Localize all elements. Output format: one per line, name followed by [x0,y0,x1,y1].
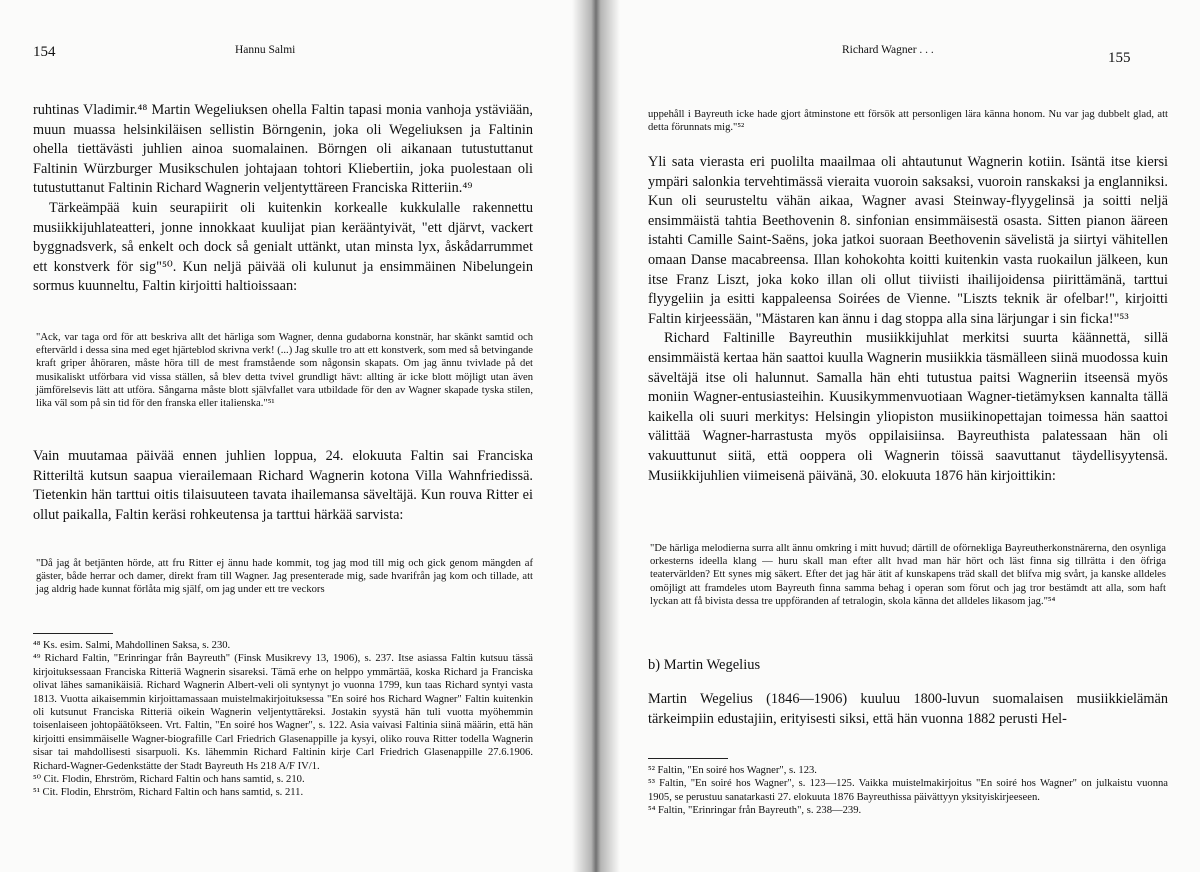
paragraph: Martin Wegelius (1846—1906) kuuluu 1800-luvun suomalaisen musiikkielämän tärkeimpiin edustajiin, erityisesti siksi, että hän vuonna 1882 perusti Hel- [648,691,1168,727]
footnote: ⁵⁴ Faltin, "Erinringar från Bayreuth", s. 238—239. [648,805,862,817]
left-body [33,101,533,297]
paragraph: Tärkeämpää kuin seurapiirit oli kuitenkin korkealle kukkulalle rakennettu musiikkijuhlateatteri, jonne innokkaat kuulijat pian kerääntyivät, "ett djärvt, vackert byggnadsverk, så enkelt och dock så genialt uttänkt, utan minsta lyx, åskådarrummet ett konstverk för sig"⁵⁰. Kun neljä päivää oli kulunut ja ensimmäinen Nibelungein sormus kuunneltu, Faltin kirjoitti haltioissaan: [33,199,533,295]
paragraph: Richard Faltinille Bayreuthin musiikkijuhlat merkitsi suurta käännettä, sillä ensimmäistä kertaa hän saattoi kuulla Wagnerin musiikkia täsmälleen siinä muodossa kuin säveltäjä itse oli halunnut. Samalla hän ehti tutustua paitsi Wagneriin itseensä myös moniin Wagner-entusiasteihin. Kuusikymmenvuotiaan Wagner-tietämyksen kannalta tällä kaikella oli suuri merkitys: Helsingin yliopiston musiikinopettajan toimessa hän saattoi välittää Wagner-harrastusta myös oppilaisiinsa. Bayreuthista palatessaan hän oli vakuuttunut siitä, että oopperа oli Wagnerin töissä saavuttanut täydellisyytensä. Musiikkijuhlien viimeisenä päivänä, 30. elokuuta 1876 hän kirjoittikin: [648,330,1168,484]
paragraph: ruhtinas Vladimir.⁴⁸ Martin Wegeliuksen ohella Faltin tapasi monia vanhoja ystäviään, muun muassa helsinkiläisen sellistin Börngenin, joka oli Wegeliuksen ja Faltinin ohella tiettävästi juhlien ainoa suomalainen. Börngen oli aikanaan tutustuttanut Faltinin Würzburger Musikschulen johtajaan tohtori Kliebertiin, joka puolestaan oli tutustuttanut Faltinin Richard Wagnerin veljentyttäreen Franciska Ritteriin.⁴⁹ [33,102,533,197]
block-quote: uppehåll i Bayreuth icke hade gjort åtminstone ett försök att personligen lära känna honom. Nu var jag dubbelt glad, att detta förunnats mig."⁵² [648,109,1168,134]
block-quote: "De härliga melodierna surra allt ännu omkring i mitt huvud; därtill de oförnekliga Bayreutherkonstnärerna, den osynliga orkesterns ideella klang — huru skall man efter allt hvad man här hört och läst finna sig tillrätta i den öfriga teatervärlden? Ett synes mig säkert. Efter det jag här ätit af kunskapens träd skall det blifva mig svårt, ja kanske alldeles omöjligt att framdeles utom Bayreuth finna samma behag i operan som förut och jag tror bestämdt att alla, som haft lyckan att få bivista dessa tre uppföranden af tetralogin, skola känna det alldeles likasom jag."⁵⁴ [650,543,1166,607]
right-body [648,153,1168,486]
book-gutter [572,0,620,872]
left-page [0,0,592,872]
footnote: ⁵² Faltin, "En soiré hos Wagner", s. 123. [648,765,817,776]
footnote: ⁴⁸ Ks. esim. Salmi, Mahdollinen Saksa, s. 230. [33,640,231,651]
footnote: ⁵⁰ Cit. Flodin, Ehrström, Richard Faltin och hans samtid, s. 210. [33,774,305,786]
section-heading: b) Martin Wegelius [648,657,761,673]
running-head: Richard Wagner . . . [842,44,934,56]
page-number: 154 [33,44,56,60]
footnote: ⁵³ Faltin, "En soiré hos Wagner", s. 123—125. Vaikka muistelmakirjoitus "En soiré hos Wagner" on julkaistu vuonna 1905, se perustuu sanatarkasti 27. elokuuta 1876 Bayreuthissa päivättyyn yksityiskirjeeseen. [648,778,1168,803]
footnote: ⁵¹ Cit. Flodin, Ehrström, Richard Faltin och hans samtid, s. 211. [33,787,304,799]
footnote: ⁴⁹ Richard Faltin, "Erinringar från Bayreuth" (Finsk Musikrevy 13, 1906), s. 237. Itse asiassa Faltin kutsuu tässä kirjoituksessaan Franciska Ritteriä Wagnerin sisareksi. Tämä erhe on helppo ymmärtää, koska Richard ja Franciska olivat lähes samanikäisiä. Richard Wagnerin Albert-veli oli syntynyt jo vuonna 1799, kun taas Richard syntyi vasta 1813. Vuotta aikaisemmin kirjoittamassaan muistelmakirjoituksessa "En soiré hos Richard Wagner" Faltin kuitenkin oli kutsunut Franciska Ritteriä oikein Wagnerin veljentyttäreksi. Jostakin syystä hän tuli vuotta myöhemmin toisenlaiseen johtopäätökseen. Vrt. Faltin, "En soiré hos Wagner", s. 122. Asia vaivasi Faltinia siinä määrin, että hän kirjoitti ensimmäiselle Wagner-biografille Carl Friedrich Glasenappille ja kysyi, oliko rouva Ritter todella Wagnerin sisar tai mahdollisesti sisarpuoli. Ks. lähemmin Richard Faltinin kirje Carl Friedrich Glasenappille 27.6.1906. Richard-Wagner-Gedenkstätte der Stadt Bayreuth Hs 218 A/F IV/1. [33,653,533,772]
paragraph: Yli sata vierasta eri puolilta maailmaa oli ahtautunut Wagnerin kotiin. Isäntä itse kiersi ympäri salonkia tervehtimässä vieraita vuoroin saksaksi, vuoroin ranskaksi ja englanniksi. Kun oli seurusteltu vähän aikaa, Wagner avasi Steinway-flyygelinsä ja soitti neljä ensimmäistä tahtia Beethovenin 8. sinfonian ensimmäisestä osasta. Sitten pianon ääreen istahti Camille Saint-Saëns, joka jatkoi suoraan Beethovenin sävelistä ja siirtyi vähitellen omaan Danse macabreensa. Illan kohokohta koitti kuitenkin vasta ruokailun jälkeen, kun itse Franz Liszt, joka koko illan oli ollut tiiviisti ihailijoidensa piirittämänä, tarttui flyygeliin ja esitti kappaleensa Soirées de Vienne. "Liszts teknik är ofelbar!", kirjoitti Faltin kirjeessään, "Mästaren kan ännu i dag stoppa alla sina lärjungar i sin ficka!"⁵³ [648,154,1168,327]
footnotes [33,633,533,800]
right-page [592,0,1200,872]
footnotes [648,758,1168,818]
paragraph: Vain muutamaa päivää ennen juhlien loppua, 24. elokuuta Faltin sai Franciska Ritteriltä kutsun saapua vierailemaan Richard Wagnerin kotona Villa Wahnfriedissä. Tietenkin hän tarttui oitis tilaisuuteen tavata ihailemansa säveltäjä. Kun rouva Ritter ei ollut paikalla, Faltin keräsi rohkeutensa ja tarttui härkää sarvista: [33,448,533,523]
left-body-2 [33,447,533,525]
right-body-2 [648,690,1168,729]
block-quote: "Ack, var taga ord för att beskriva allt det härliga som Wagner, denna gudaborna konstnär, har skänkt samtid och eftervärld i dessa sina med eget hjärteblod skrivna verk! (...) Jag skulle tro att ett konstverk, som med så betvingande kraft griper åhöraren, måste höra till de mest framstående som någonsin skapats. Om jag ännu tvivlade på det musikaliskt utförbara vid vissa ställen, så blev detta tvivel grundligt hävt: allting är icke blott möjligt utan även jämförelsevis lätt att utföra. Sångarna måste blott självfallet vara utbildade för den av Wagner skapade tyska stilen, lika väl som på sin tid för den franska eller italienska."⁵¹ [36,332,533,410]
running-head: Hannu Salmi [235,44,296,56]
page-number: 155 [1108,50,1131,66]
block-quote: "Då jag åt betjänten hörde, att fru Ritter ej ännu hade kommit, tog jag mod till mig och gick genom mängden af gäster, både herrar och damer, direkt fram till Wagner. Jag presenterade mig, sade hvarifrån jag kom och tillade, att jag aldrig hade kunnat förlåta mig själf, om jag under ett tre veckors [36,558,533,596]
